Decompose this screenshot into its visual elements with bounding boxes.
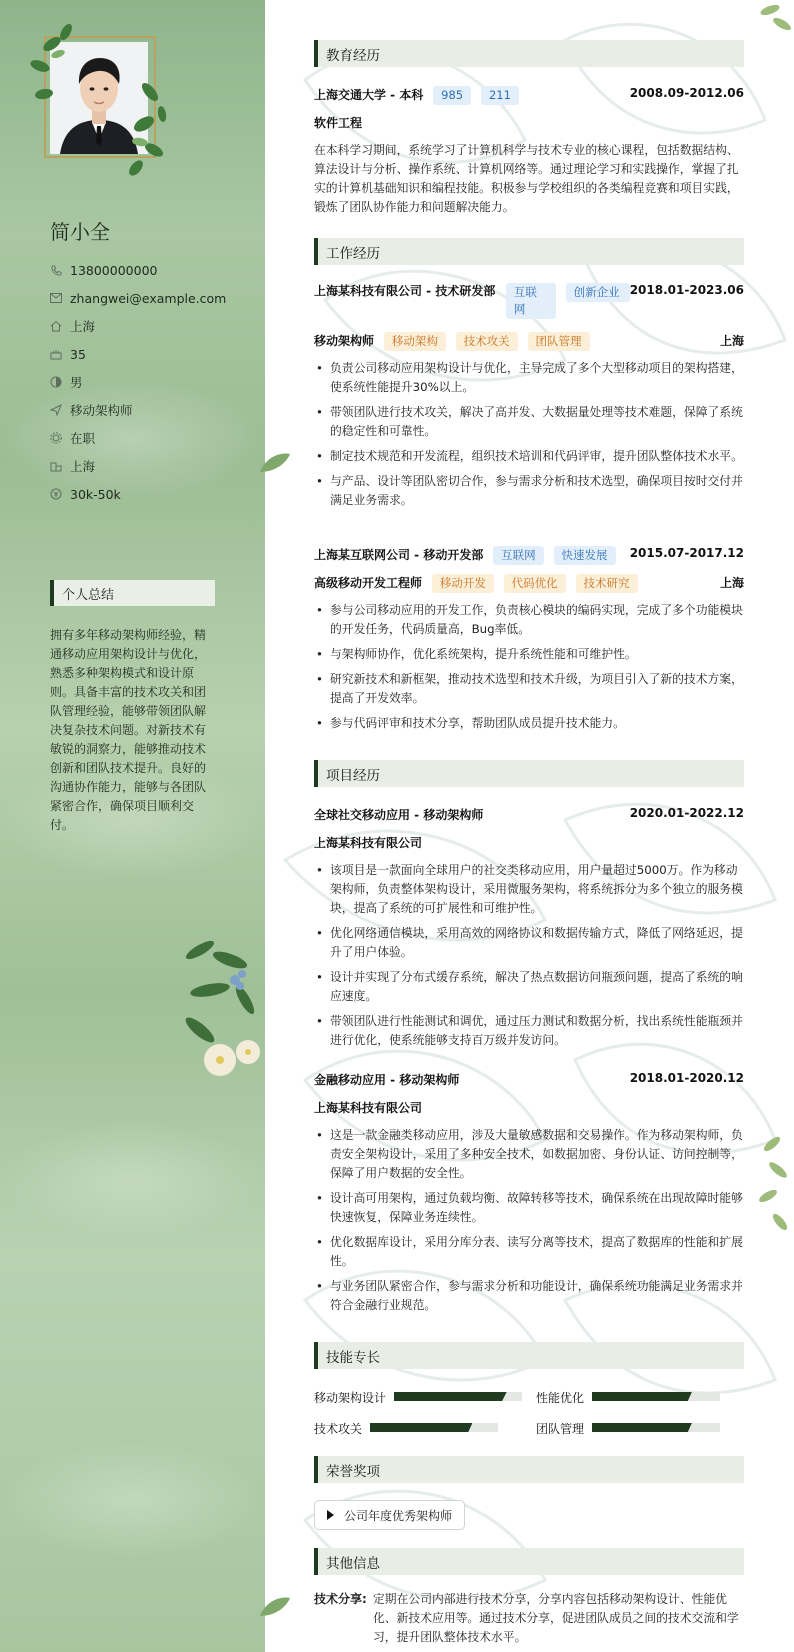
skill-bar: [592, 1423, 720, 1432]
education-description: 在本科学习期间，系统学习了计算机科学与技术专业的核心课程，包括数据结构、算法设计与分析、操作系统、计算机网络等。通过理论学习和实践操作，掌握了扎实的计算机基础知识和编程技能。积极参与学校组织的各类编程竞赛和项目实践，锻炼了团队协作能力和问题解决能力。: [314, 143, 739, 214]
info-age-text: 35: [70, 346, 86, 362]
list-item: • 与产品、设计等团队密切合作，参与需求分析和技术选型，确保项目按时交付并满足业务需求。: [314, 472, 744, 510]
profile-info-list: [50, 256, 226, 508]
info-phone: [50, 256, 226, 284]
info-position: [50, 396, 226, 424]
list-item: • 优化数据库设计，采用分库分表、读写分离等技术，提高了数据库的性能和扩展性。: [314, 1233, 744, 1271]
skill-label: 移动架构设计: [314, 1391, 387, 1405]
list-item: • 这是一款金融类移动应用，涉及大量敏感数据和交易操作。作为移动架构师，负责安全架构设计，采用了多种安全技术，如数据加密、身份认证、访问控制等，保障了用户数据的安全性。: [314, 1126, 744, 1183]
list-item: • 设计并实现了分布式缓存系统，解决了热点数据访问瓶颈问题，提高了系统的响应速度。: [314, 968, 744, 1006]
education-date: 2008.09-2012.06: [629, 86, 744, 100]
info-city-text: 上海: [70, 459, 96, 474]
skill-bar: [370, 1423, 498, 1432]
list-item: • 与架构师协作，优化系统架构，提升系统性能和可维护性。: [314, 645, 744, 664]
leaf-icon: [258, 452, 292, 474]
leaf-icon: [258, 1596, 292, 1618]
skill-bar-fill: [394, 1392, 507, 1401]
job-company: 上海某科技有限公司 - 技术研发部: [314, 284, 496, 298]
phone-icon: [50, 264, 62, 276]
project-header: [314, 806, 744, 823]
info-home-text: 上海: [70, 319, 96, 334]
job-bullets: [314, 359, 744, 516]
skill-label: 团队管理: [536, 1422, 585, 1436]
status-icon: [50, 432, 62, 444]
info-email: [50, 284, 226, 312]
profile-name: 简小全: [50, 220, 110, 244]
sidebar-texture: [0, 1440, 265, 1560]
skill-label: 技术攻关: [314, 1422, 363, 1436]
company-tag: 创新企业: [566, 283, 630, 302]
job-role: 高级移动开发工程师: [314, 576, 423, 590]
education-major: 软件工程: [314, 116, 363, 130]
award-label: 公司年度优秀架构师: [344, 1508, 453, 1523]
list-item: • 该项目是一款面向全球用户的社交类移动应用，用户量超过5000万。作为移动架构师，负责整体架构设计，采用微服务架构，将系统拆分为多个独立的服务模块，提高了系统的可扩展性和可维护性。: [314, 861, 744, 918]
project-company: 上海某科技有限公司: [314, 1101, 423, 1115]
skills-section-title: 技能专长: [314, 1342, 744, 1369]
leaf-decoration-icon: [22, 14, 172, 184]
list-item: • 制定技术规范和开发流程，组织技术培训和代码评审，提升团队整体技术水平。: [314, 447, 744, 466]
play-triangle-icon: [327, 1510, 334, 1520]
info-salary-text: 30k-50k: [70, 486, 121, 502]
info-age: [50, 340, 226, 368]
sidebar: [0, 0, 265, 1652]
list-item: • 参与公司移动应用的开发工作，负责核心模块的编码实现，完成了多个功能模块的开发任务，代码质量高，Bug率低。: [314, 601, 744, 639]
skill-bar-fill: [592, 1392, 692, 1401]
education-tag: 211: [481, 86, 519, 105]
list-item: • 带领团队进行性能测试和调优，通过压力测试和数据分析，找出系统性能瓶颈并进行优化，使系统能够支持百万级并发访问。: [314, 1012, 744, 1050]
skill-bar-fill: [592, 1423, 692, 1432]
projects-section-title: 项目经历: [314, 760, 744, 787]
summary-text: 拥有多年移动架构师经验，精通移动应用架构设计与优化，熟悉多种架构模式和设计原则。具备丰富的技术攻关和团队管理经验，能够带领团队解决复杂技术问题。对新技术有敏锐的洞察力，能够推动技术创新和团队技术提升。良好的沟通协作能力，能够与各团队紧密合作，确保项目顺利交付。: [50, 628, 207, 832]
job-role-row: [314, 574, 744, 593]
award-item[interactable]: [314, 1500, 465, 1530]
project-bullets: [314, 1126, 744, 1321]
education-tag: 985: [433, 86, 471, 105]
list-item: • 研究新技术和新框架，推动技术选型和技术升级，为项目引入了新的技术方案，提高了开发效率。: [314, 670, 744, 708]
role-tag: 技术攻关: [456, 332, 518, 351]
job-role-row: [314, 332, 744, 351]
flower-decoration-icon: [180, 930, 265, 1090]
other-section-title: 其他信息: [314, 1548, 744, 1575]
skill-bar: [592, 1392, 720, 1401]
job-header: [314, 283, 744, 319]
job-location: 上海: [719, 334, 744, 348]
list-item: • 设计高可用架构，通过负载均衡、故障转移等技术，确保系统在出现故障时能够快速恢复，保障业务连续性。: [314, 1189, 744, 1227]
info-status: [50, 424, 226, 452]
age-icon: [50, 348, 62, 360]
job-location: 上海: [719, 576, 744, 590]
job-role: 移动架构师: [314, 334, 375, 348]
education-section-title: 教育经历: [314, 40, 744, 67]
list-item: • 优化网络通信模块，采用高效的网络协议和数据传输方式，降低了网络延迟，提升了用户体验。: [314, 924, 744, 962]
sidebar-texture: [0, 1120, 265, 1240]
info-salary: [50, 480, 226, 508]
summary-title: 个人总结: [50, 580, 215, 606]
job-date: 2015.07-2017.12: [629, 546, 744, 560]
project-bullets: [314, 861, 744, 1056]
project-name: 全球社交移动应用 - 移动架构师: [314, 808, 484, 822]
other-text: 定期在公司内部进行技术分享，分享内容包括移动架构设计、性能优化、新技术应用等。通过技术分享，促进团队成员之间的技术交流和学习，提升团队整体技术水平。: [373, 1592, 739, 1644]
skill-label: 性能优化: [536, 1391, 585, 1405]
info-phone-text: 13800000000: [70, 262, 158, 278]
work-section-title: 工作经历: [314, 238, 744, 265]
skill-bar-fill: [370, 1423, 472, 1432]
info-status-text: 在职: [70, 431, 96, 446]
project-name: 金融移动应用 - 移动架构师: [314, 1073, 460, 1087]
skill-bar: [394, 1392, 522, 1401]
role-tag: 团队管理: [528, 332, 590, 351]
role-tag: 移动架构: [384, 332, 446, 351]
awards-section-title: 荣誉奖项: [314, 1456, 744, 1483]
vine-decoration-icon: [752, 1130, 794, 1240]
mail-icon: [50, 292, 62, 304]
list-item: • 负责公司移动应用架构设计与优化，主导完成了多个大型移动项目的架构搭建，使系统性能提升30%以上。: [314, 359, 744, 397]
project-date: 2018.01-2020.12: [629, 1071, 744, 1085]
info-gender: [50, 368, 226, 396]
project-company: 上海某科技有限公司: [314, 836, 423, 850]
role-tag: 技术研究: [576, 574, 638, 593]
salary-icon: [50, 488, 62, 500]
info-email-text: zhangwei@example.com: [70, 290, 227, 306]
job-company: 上海某互联网公司 - 移动开发部: [314, 548, 484, 562]
info-gender-text: 男: [70, 375, 83, 390]
education-school: 上海交通大学 - 本科: [314, 88, 424, 102]
info-city: [50, 452, 226, 480]
list-item: • 参与代码评审和技术分享，帮助团队成员提升技术能力。: [314, 714, 744, 733]
gender-icon: [50, 376, 62, 388]
project-date: 2020.01-2022.12: [629, 806, 744, 820]
job-bullets: [314, 601, 744, 739]
other-label: 技术分享:: [314, 1592, 367, 1606]
project-header: [314, 1071, 744, 1088]
list-item: • 与业务团队紧密合作，参与需求分析和功能设计，确保系统功能满足业务需求并符合金融行业规范。: [314, 1277, 744, 1315]
job-date: 2018.01-2023.06: [629, 283, 744, 297]
info-home: [50, 312, 226, 340]
home-icon: [50, 320, 62, 332]
education-header: [314, 86, 744, 105]
company-tag: 互联网: [506, 283, 556, 319]
position-icon: [50, 404, 62, 416]
company-tag: 快速发展: [554, 546, 616, 565]
vine-decoration-icon: [750, 0, 794, 40]
job-header: [314, 546, 744, 565]
info-position-text: 移动架构师: [70, 403, 133, 418]
role-tag: 代码优化: [504, 574, 566, 593]
role-tag: 移动开发: [432, 574, 494, 593]
company-tag: 互联网: [493, 546, 544, 565]
list-item: • 带领团队进行技术攻关，解决了高并发、大数据量处理等技术难题，保障了系统的稳定性和可靠性。: [314, 403, 744, 441]
city-icon: [50, 460, 62, 472]
